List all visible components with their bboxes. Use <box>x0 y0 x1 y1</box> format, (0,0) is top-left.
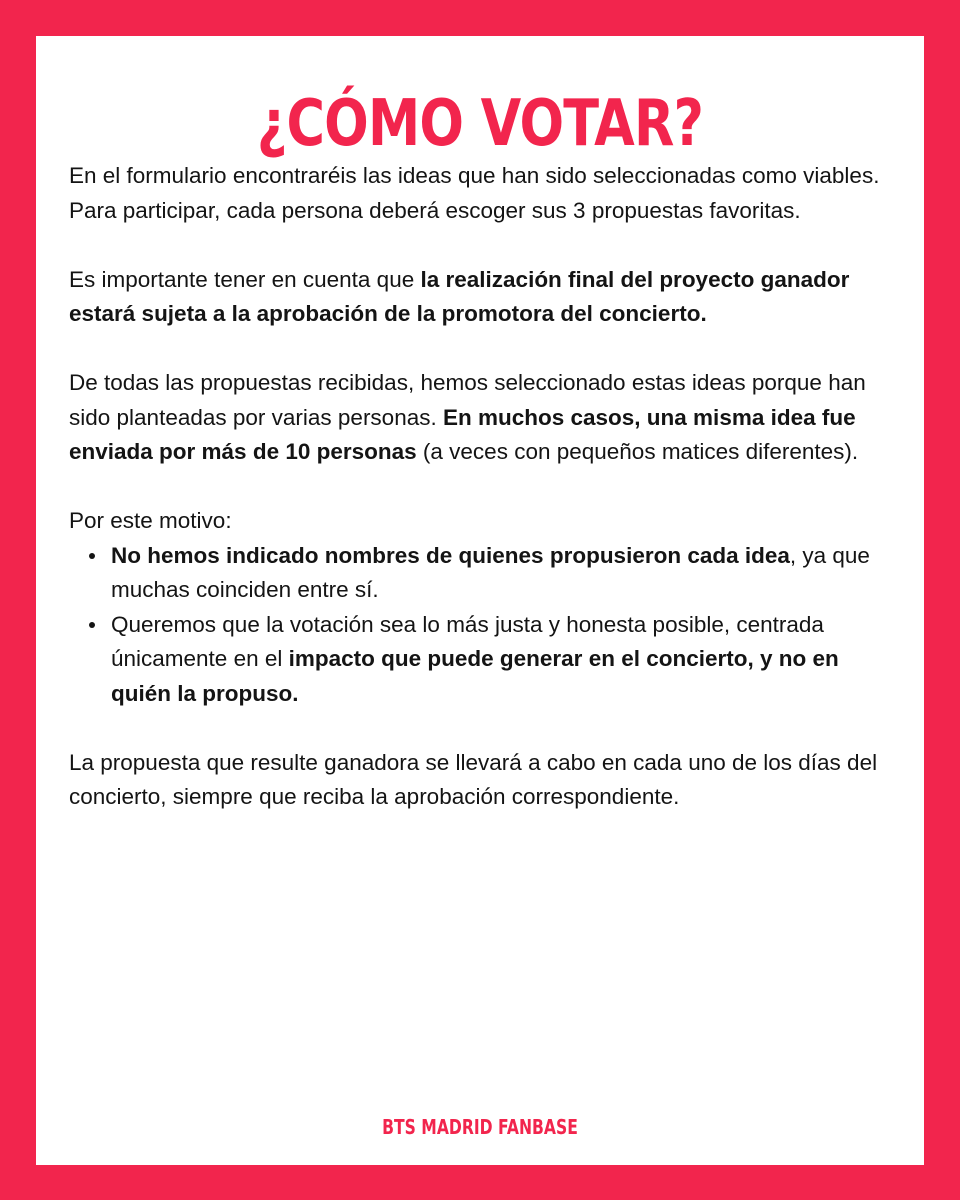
reasons-list <box>69 539 889 712</box>
content-card <box>36 36 924 1165</box>
intro-paragraph: En el formulario encontraréis las ideas que han sido seleccionadas como viables. Para participar, cada persona deberá escoger sus 3 propuestas favoritas. <box>69 163 880 223</box>
reasons-intro: Por este motivo: <box>69 508 232 533</box>
selection-text-end: (a veces con pequeños matices diferentes). <box>416 439 859 464</box>
selection-bold-text: En muchos casos, una misma idea fue enviada por más de 10 personas <box>69 404 856 464</box>
bullet1-text: , ya que muchas coinciden entre sí. <box>111 542 870 602</box>
selection-text: De todas las propuestas recibidas, hemos seleccionado estas ideas porque han sido planteadas por varias personas. <box>69 370 866 430</box>
footer-brand: BTS MADRID FANBASE <box>382 1115 578 1139</box>
bullet1-bold-text: No hemos indicado nombres de quienes propusieron cada idea <box>111 542 790 568</box>
approval-text: Es importante tener en cuenta que <box>69 266 421 292</box>
page-title: ¿CÓMO VOTAR? <box>256 87 704 161</box>
list-item <box>111 539 889 608</box>
approval-paragraph <box>69 263 889 332</box>
approval-bold-text: la realización final del proyecto ganador estará sujeta a la aprobación de la promotora del concierto. <box>69 266 850 326</box>
closing-paragraph: La propuesta que resulte ganadora se llevará a cabo en cada uno de los días del concierto, siempre que reciba la aprobación correspondiente. <box>69 749 878 809</box>
list-item <box>111 608 889 712</box>
body-text <box>69 159 889 849</box>
bullet2-bold-text: impacto que puede generar en el concierto, y no en quién la propuso. <box>111 646 839 706</box>
bullet2-text: Queremos que la votación sea lo más justa y honesta posible, centrada únicamente en el <box>111 611 824 671</box>
selection-paragraph <box>69 366 889 470</box>
